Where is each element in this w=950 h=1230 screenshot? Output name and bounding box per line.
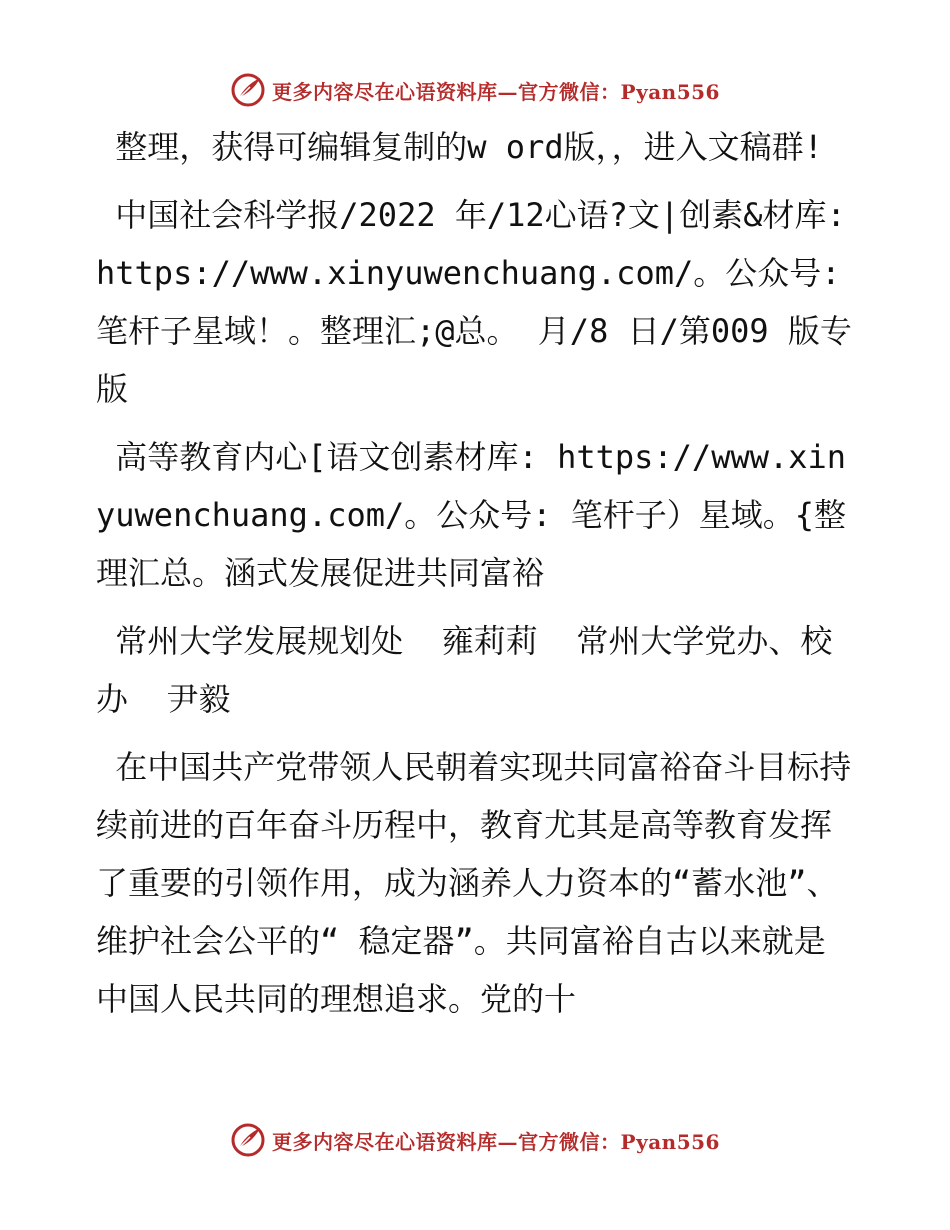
paragraph-3: 高等教育内心[语文创素材库: https://www.xinyuwenchuang.com/。公众号: 笔杆子）星域。{整理汇总。涵式发展促进共同富裕	[96, 438, 847, 592]
feather-logo-icon	[230, 72, 266, 108]
header-banner-text: 更多内容尽在心语资料库—官方微信：Pyan556	[272, 79, 720, 104]
footer-banner	[0, 1120, 950, 1160]
document-body	[96, 118, 865, 1038]
paragraph-2: 中国社会科学报/2022 年/12心语?文|创素&材库: https://www.xinyuwenchuang.com/。公众号: 笔杆子星域！。整理汇;@总。 月/8 日/第009 版专版	[96, 196, 865, 408]
feather-logo-icon	[230, 1122, 266, 1158]
paragraph-1: 整理，获得可编辑复制的w ord版，，进入文稿群!	[96, 128, 823, 166]
footer-banner-text: 更多内容尽在心语资料库—官方微信：Pyan556	[272, 1129, 720, 1154]
header-banner	[0, 70, 950, 110]
paragraph-4-authors: 常州大学发展规划处 雍莉莉 常州大学党办、校办 尹毅	[96, 622, 833, 718]
paragraph-5: 在中国共产党带领人民朝着实现共同富裕奋斗目标持续前进的百年奋斗历程中，教育尤其是高等教育发挥了重要的引领作用，成为涵养人力资本的“蓄水池”、维护社会公平的“ 稳定器”。共同富裕自古以来就是中国人民共同的理想追求。党的十	[96, 748, 852, 1018]
